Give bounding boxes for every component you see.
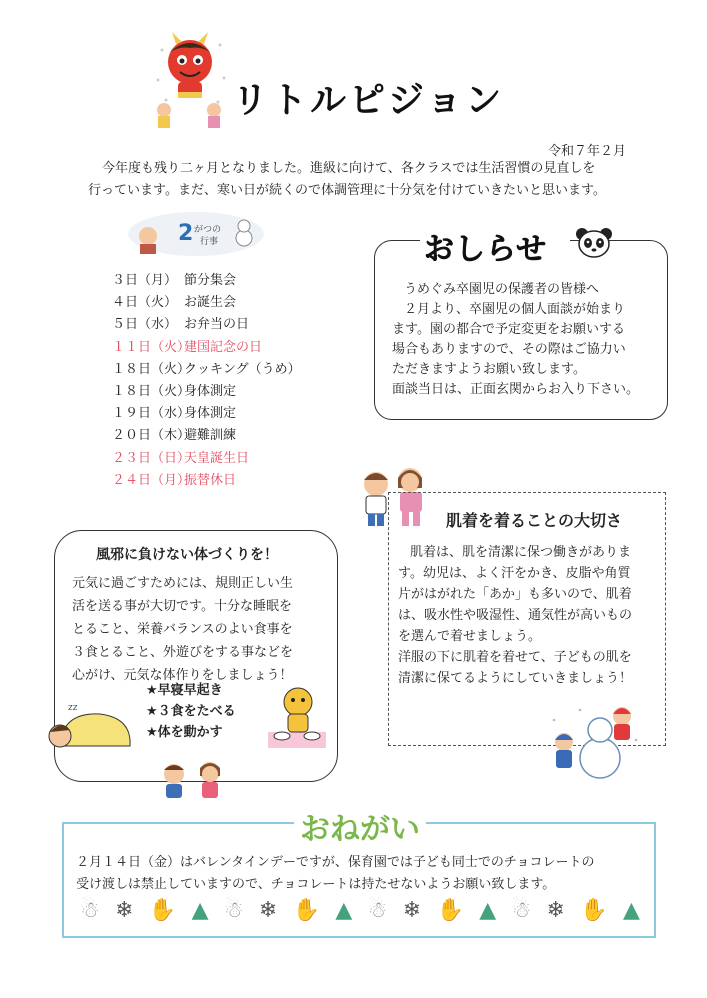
underwear-line: 清潔に保てるようにしていきましょう！: [398, 671, 633, 686]
schedule-list: [112, 270, 301, 492]
cold-line: 元気に過ごすためには、規則正しい生: [72, 576, 294, 591]
schedule-date: １１日（火）: [112, 339, 191, 355]
request-line: 受け渡しは禁止していますので、チョコレートは持たせないようお願い致します。: [76, 877, 556, 892]
schedule-event: 身体測定: [184, 406, 237, 422]
schedule-event: 避難訓練: [184, 428, 237, 444]
schedule-item: [112, 359, 301, 381]
notice-subtitle: うめぐみ卒園児の保護者の皆様へ: [404, 282, 600, 297]
notice-line: ます。園の都合で予定変更をお願いする: [392, 322, 625, 337]
schedule-event: 天皇誕生日: [184, 450, 250, 466]
underwear-title: 肌着を着ることの大切さ: [446, 511, 623, 530]
notice-line: ただきますようお願い致します。: [392, 362, 586, 377]
cold-point: ★体を動かす: [146, 725, 223, 740]
hat-icon: ▲: [335, 898, 353, 923]
sleeping-child-illustration: [40, 696, 136, 754]
svg-text:2: 2: [178, 221, 194, 246]
schedule-event: クッキング（うめ）: [184, 361, 301, 377]
intro-text: [88, 158, 648, 202]
schedule-event: 建国記念の日: [184, 339, 263, 355]
hat-icon: ▲: [191, 898, 209, 923]
schedule-date: ５日（水）: [112, 317, 178, 333]
schedule-date: １８日（火）: [112, 384, 191, 400]
schedule-item-holiday: [112, 448, 301, 470]
glove-icon: ✋: [436, 898, 464, 923]
schedule-heading-illustration: [126, 208, 266, 258]
schedule-item: [112, 425, 301, 447]
schedule-date: １９日（水）: [112, 406, 191, 422]
request-line: ２月１４日（金）はバレンタインデーですが、保育園では子ども同士でのチョコレートの: [76, 855, 595, 870]
snowflake-icon: ❄: [402, 898, 422, 923]
notice-title: おしらせ: [424, 232, 548, 267]
svg-text:がつの: がつの: [194, 225, 222, 235]
underwear-line: は、吸水性や吸湿性、通気性が高いもの: [398, 608, 633, 623]
request-title: おねがい: [294, 804, 426, 848]
glove-icon: ✋: [292, 898, 321, 923]
cold-line: とること、栄養バランスのよい食事を: [72, 622, 293, 637]
schedule-event: お誕生会: [184, 295, 237, 311]
snowman-icon: ☃: [223, 898, 244, 923]
schedule-event: 節分集会: [184, 273, 237, 288]
schedule-event: 身体測定: [184, 384, 237, 400]
snowflake-icon: ❄: [115, 898, 134, 923]
hat-icon: ▲: [623, 898, 640, 923]
intro-line: 行っています。まだ、寒い日が続くので体調管理に十分気を付けていきたいと思います。: [88, 183, 606, 198]
cold-point: ★早寝早起き: [146, 683, 223, 698]
panda-icon: [574, 226, 614, 262]
oni-mascot-illustration: [140, 30, 240, 130]
tiger-meal-illustration: [262, 680, 332, 752]
schedule-date: １８日（火）: [112, 361, 191, 377]
request-body: [76, 852, 646, 896]
cold-line: ３食とること、外遊びをする事などを: [72, 645, 294, 660]
schedule-event: お弁当の日: [184, 317, 250, 333]
schedule-date: ２４日（月）: [112, 472, 191, 488]
notice-line: 場合もありますので、その際はご協力い: [392, 342, 626, 357]
schedule-date: ２３日（日）: [112, 450, 191, 466]
snowflake-icon: ❄: [258, 898, 278, 923]
snowman-icon: ☃: [367, 898, 388, 923]
snowflake-icon: ❄: [546, 898, 565, 923]
hat-icon: ▲: [479, 898, 497, 923]
snowman-icon: ☃: [511, 898, 532, 923]
schedule-item: [112, 381, 301, 403]
schedule-item-holiday: [112, 337, 301, 359]
glove-icon: ✋: [580, 898, 608, 923]
schedule-item: [112, 292, 301, 314]
underwear-line: す。幼児は、よく汗をかき、皮脂や角質: [398, 566, 631, 581]
underwear-line: 肌着は、肌を清潔に保つ働きがありま: [410, 545, 632, 560]
cold-line: 心がけ、元気な体作りをしましょう！: [72, 668, 293, 683]
winter-icon-border: [80, 896, 640, 926]
cold-point: ★３食をたべる: [146, 704, 236, 719]
intro-line: 今年度も残り二ヶ月となりました。進級に向けて、各クラスでは生活習慣の見直しを: [102, 161, 596, 176]
page-title: リトルピジョン: [232, 80, 505, 121]
underwear-line: 洋服の下に肌着を着せて、子どもの肌を: [398, 650, 632, 665]
schedule-event: 振替休日: [184, 472, 237, 488]
schedule-date: ４日（火）: [112, 295, 178, 311]
notice-line: ２月より、卒園児の個人面談が始まり: [404, 302, 626, 317]
running-children-illustration: [150, 758, 236, 810]
schedule-date: ３日（月）: [112, 273, 178, 288]
issue-date: 令和７年２月: [548, 144, 627, 159]
snowman-icon: ☃: [80, 898, 100, 923]
schedule-date: ２０日（木）: [112, 428, 191, 444]
svg-text:zz: zz: [68, 703, 78, 713]
cold-prevention-title: 風邪に負けない体づくりを！: [96, 547, 278, 563]
underwear-body: [398, 542, 660, 689]
schedule-item: [112, 403, 301, 425]
schedule-item-holiday: [112, 470, 301, 492]
underwear-line: を選んで着せましょう。: [398, 629, 542, 644]
glove-icon: ✋: [148, 898, 177, 923]
cold-prevention-body: [72, 572, 328, 687]
cold-line: 活を送る事が大切です。十分な睡眠を: [72, 599, 292, 614]
schedule-item: [112, 270, 301, 292]
snowman-kids-illustration: [550, 700, 642, 780]
notice-body: [392, 280, 660, 400]
notice-line: 面談当日は、正面玄関からお入り下さい。: [392, 382, 640, 397]
svg-text:行事: 行事: [200, 237, 219, 247]
schedule-item: [112, 314, 301, 336]
cold-points-list: [146, 680, 236, 743]
underwear-line: 片がはがれた「あか」も多いので、肌着: [398, 587, 632, 602]
